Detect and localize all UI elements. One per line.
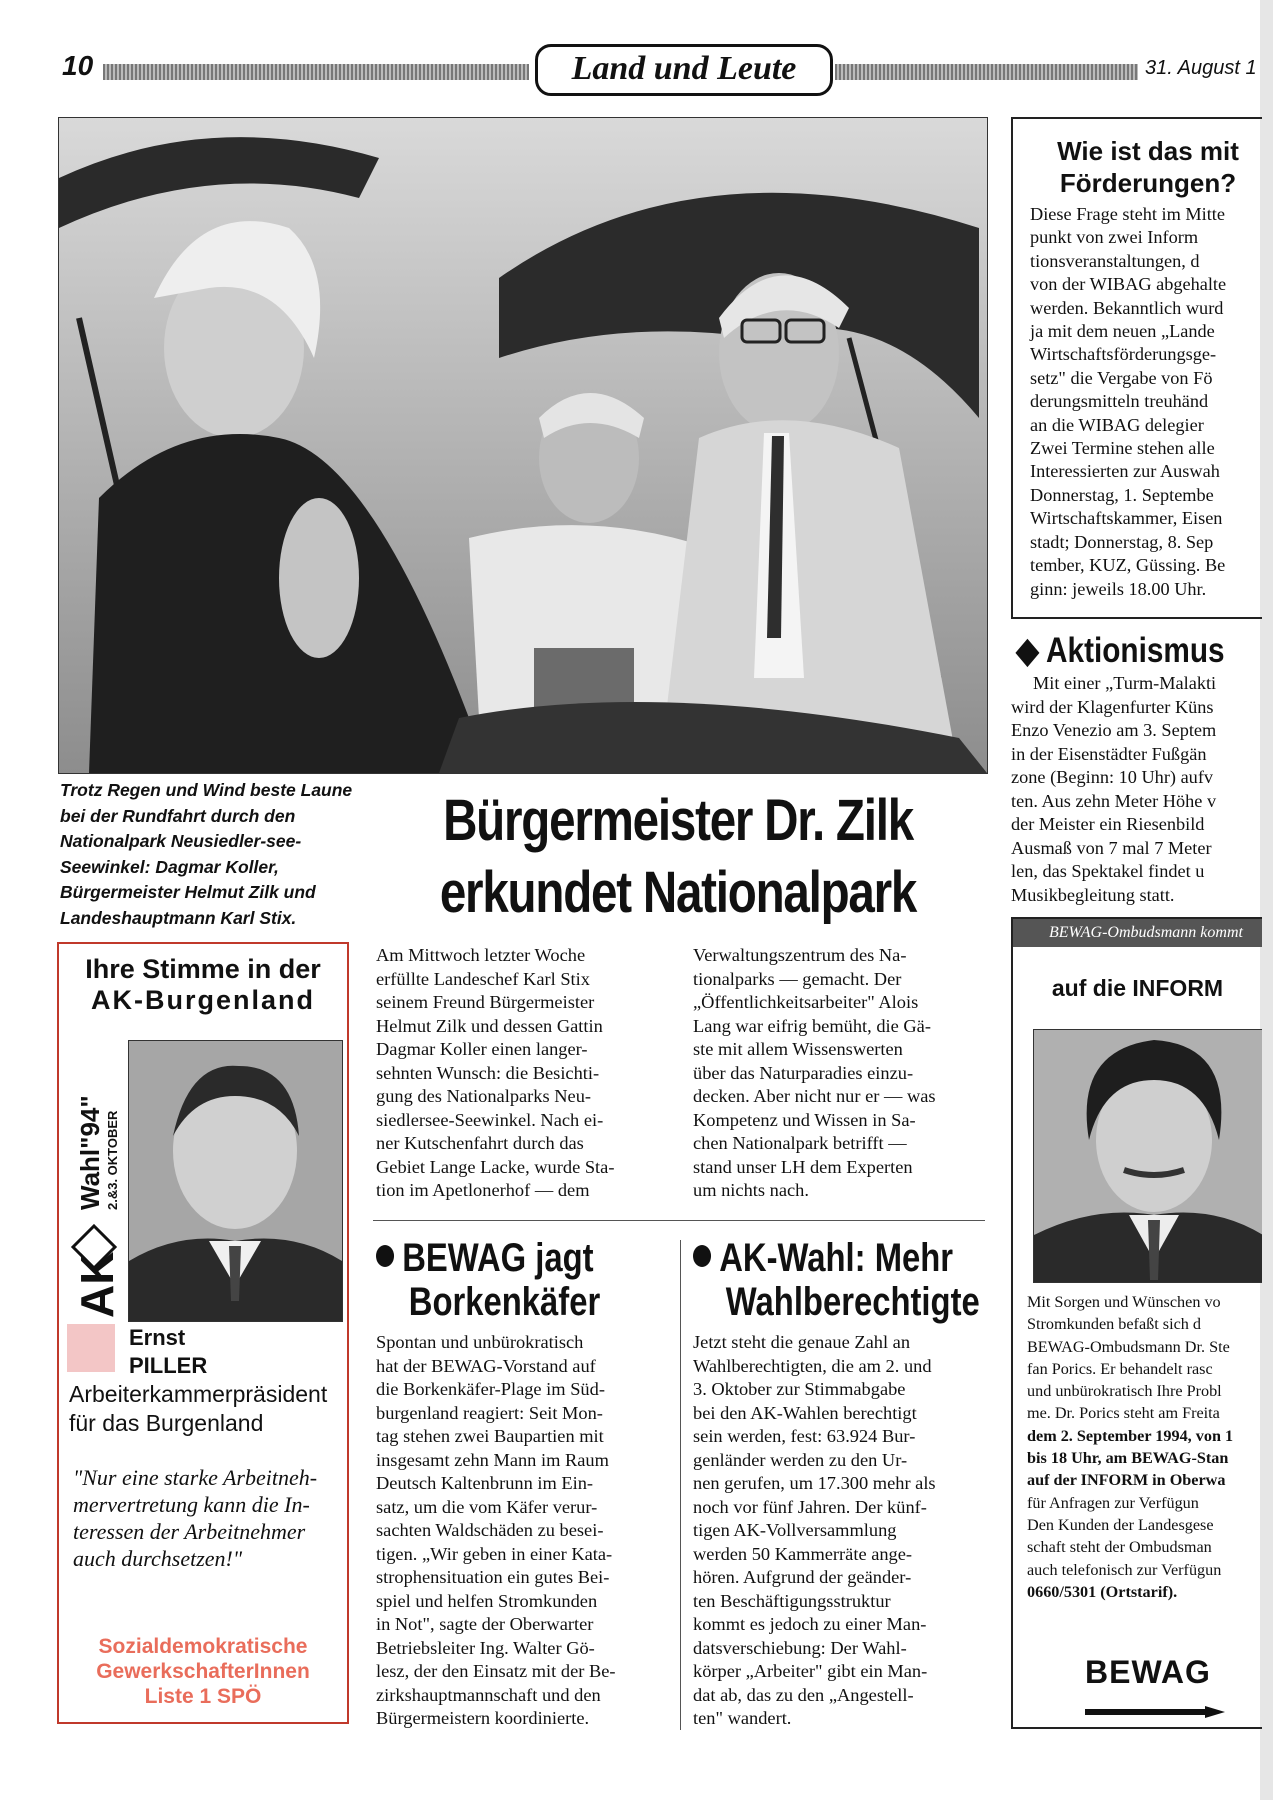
foerderungen-body — [1030, 203, 1262, 601]
candidate-role — [69, 1380, 339, 1438]
text-line: gung des Nationalparks Neu- — [376, 1086, 592, 1106]
text-line: Enzo Venezio am 3. Septem — [1011, 720, 1217, 740]
text-line: insgesamt zehn Mann im Raum — [376, 1449, 609, 1470]
candidate-quote: "Nur eine starke Arbeitneh-mervertretung kann die In-teressen der Arbeitnehmer auch durchsetzen!" — [73, 1465, 318, 1571]
text-line: tigen. „Wir geben in einer Kata- — [376, 1543, 613, 1564]
text-line: strophensituation ein gutes Bei- — [376, 1567, 610, 1587]
text-line: decken. Aber nicht nur er — was — [693, 1086, 936, 1106]
text-line: in Not", sagte der Oberwarter — [376, 1614, 594, 1634]
text-line: tion im Apetlonerhof — dem — [376, 1180, 590, 1200]
text-line: BEWAG-Ombudsmann Dr. Ste — [1027, 1337, 1230, 1356]
text-line: derungsmitteln treuhänd — [1030, 391, 1209, 412]
text-line: 0660/5301 (Ortstarif). — [1027, 1582, 1178, 1601]
title-line: Förderungen? — [1059, 168, 1237, 198]
text-line: werden 50 Kammerräte ange- — [693, 1543, 913, 1564]
text-line: schaft steht der Ombudsman — [1027, 1538, 1212, 1557]
ombudsmann-photo — [1033, 1029, 1262, 1283]
main-headline-line-1: Bürgermeister Dr. Zilk — [443, 788, 913, 853]
text-line: stand unser LH dem Experten — [693, 1156, 913, 1177]
text-line: chen Nationalpark betrifft — — [693, 1133, 907, 1153]
text-line: len, das Spektakel findet u — [1011, 861, 1205, 881]
column-divider — [680, 1240, 681, 1730]
bullet-icon — [693, 1245, 711, 1267]
text-line: Dagmar Koller einen langer- — [376, 1039, 588, 1059]
text-line: Jetzt steht die genaue Zahl an — [693, 1332, 911, 1352]
role-line: für das Burgenland — [69, 1410, 264, 1436]
text-line: fan Porics. Er behandelt rasc — [1027, 1359, 1213, 1378]
bewag-logo-text: BEWAG — [1085, 1654, 1211, 1690]
text-line: Donnerstag, 1. Septembe — [1030, 484, 1214, 505]
aktionismus-title: Aktionismus — [1046, 631, 1225, 670]
aktionismus-body — [1011, 672, 1260, 907]
ombudsmann-box — [1011, 917, 1262, 1729]
text-line: Mit Sorgen und Wünschen vo — [1027, 1293, 1221, 1311]
text-line: an die WIBAG delegier — [1030, 414, 1204, 435]
party-list-line: Liste 1 SPÖ — [144, 1685, 262, 1708]
party-list — [59, 1634, 347, 1709]
text-line: punkt von zwei Inform — [1030, 227, 1199, 248]
text-line: zone (Beginn: 10 Uhr) aufv — [1011, 767, 1214, 787]
text-line: datsverschiebung: Der Wahl- — [693, 1637, 907, 1658]
portrait-image — [1034, 1030, 1262, 1282]
text-line: Den Kunden der Landesgese — [1027, 1515, 1214, 1534]
ak-election-ad — [57, 942, 349, 1724]
text-line: in der Eisenstädter Fußgän — [1011, 743, 1207, 764]
text-line: ner Kutschenfahrt durch das — [376, 1133, 584, 1153]
ak-ad-title-line-1: Ihre Stimme in der — [85, 954, 321, 984]
header-rule-left — [103, 64, 529, 80]
text-line: Ausmaß von 7 mal 7 Meter — [1011, 837, 1212, 858]
party-list-line: GewerkschafterInnen — [96, 1660, 310, 1683]
foerderungen-box — [1011, 117, 1262, 619]
role-line: Arbeiterkammerpräsident — [69, 1381, 328, 1407]
text-line: erfüllte Landeschef Karl Stix — [376, 968, 590, 989]
ak-portrait-photo — [128, 1040, 343, 1322]
text-line: ginn: jeweils 18.00 Uhr. — [1030, 578, 1207, 599]
portrait-image — [129, 1041, 342, 1321]
ak-ad-title-line-2: AK-Burgenland — [91, 985, 315, 1015]
candidate-first-name: Ernst — [129, 1325, 186, 1350]
text-line: ten. Aus zehn Meter Höhe v — [1011, 790, 1217, 811]
bewag-logo-underline — [1085, 1706, 1225, 1720]
text-line: um nichts nach. — [693, 1180, 809, 1200]
ombudsmann-body — [1027, 1291, 1262, 1603]
text-line: auf der INFORM in Oberwa — [1027, 1471, 1226, 1490]
text-line: bis 18 Uhr, am BEWAG-Stan — [1027, 1449, 1229, 1468]
text-line: auch telefonisch zur Verfügun — [1027, 1560, 1222, 1579]
ak-logo — [65, 1040, 123, 1320]
text-line: tionalparks — gemacht. Der — [693, 968, 902, 989]
text-line: sehnten Wunsch: die Besichti- — [376, 1062, 600, 1083]
text-line: tionsveranstaltungen, d — [1030, 250, 1200, 271]
text-line: hören. Aufgrund der geänder- — [693, 1567, 912, 1587]
akwahl-article-body — [693, 1331, 985, 1731]
text-line: von der WIBAG abgehalte — [1030, 274, 1227, 295]
text-line: Diese Frage steht im Mitte — [1030, 204, 1225, 224]
aktionismus-headline — [1016, 630, 1225, 672]
text-line: stadt; Donnerstag, 8. Sep — [1030, 531, 1214, 552]
headline-line: Wahlberechtigte — [725, 1280, 980, 1324]
text-line: Helmut Zilk und dessen Gattin — [376, 1015, 603, 1036]
text-line: Bürgermeistern koordinierte. — [376, 1708, 590, 1728]
akwahl-article-headline — [693, 1236, 980, 1324]
party-list-line: Sozialdemokratische — [98, 1635, 308, 1658]
text-line: dat ab, das zu den „Angestell- — [693, 1684, 914, 1705]
bewag-logo — [1085, 1654, 1225, 1728]
lead-photo-image — [59, 118, 987, 773]
title-line: Wie ist das mit — [1057, 136, 1239, 166]
text-line: ten" wandert. — [693, 1708, 792, 1728]
text-line: und unbürokratisch Ihre Probl — [1027, 1382, 1222, 1401]
text-line: „Öffentlichkeitsarbeiter" Alois — [693, 992, 919, 1012]
text-line: ja mit dem neuen „Lande — [1030, 321, 1215, 342]
headline-line: Borkenkäfer — [408, 1280, 601, 1324]
text-line: satz, um die vom Käfer verur- — [376, 1496, 598, 1517]
foerderungen-title — [1023, 135, 1262, 199]
text-line: genländer werden zu den Ur- — [693, 1449, 908, 1470]
wahl-date: 2.&3. OKTOBER — [105, 1110, 120, 1210]
text-line: tag stehen zwei Baupartien mit — [376, 1426, 604, 1446]
bullet-icon — [376, 1245, 394, 1267]
main-headline-line-2: erkundet Nationalpark — [439, 860, 917, 925]
text-line: Musikbegleitung statt. — [1011, 884, 1175, 905]
headline-line: BEWAG jagt — [402, 1236, 594, 1280]
text-line: der Meister ein Riesenbild — [1011, 814, 1205, 834]
article-divider — [373, 1220, 985, 1221]
text-line: noch vor fünf Jahren. Der künf- — [693, 1496, 927, 1517]
text-line: werden. Bekanntlich wurd — [1030, 297, 1224, 318]
text-line: Mit einer „Turm-Malakti — [1033, 673, 1217, 693]
text-line: bei den AK-Wahlen berechtigt — [693, 1402, 917, 1423]
wahl-text: Wahl"94" — [75, 1095, 105, 1210]
text-line: dem 2. September 1994, von 1 — [1027, 1426, 1234, 1445]
text-line: über das Naturparadies einzu- — [693, 1062, 914, 1083]
text-line: sein werden, fest: 63.924 Bur- — [693, 1426, 916, 1446]
ak-color-block — [67, 1324, 115, 1372]
text-line: 3. Oktober zur Stimmabgabe — [693, 1379, 906, 1399]
text-line: die Borkenkäfer-Plage im Süd- — [376, 1379, 605, 1399]
ombudsmann-strip: BEWAG-Ombudsmann kommt — [1013, 919, 1262, 947]
text-line: sachten Waldschäden zu besei- — [376, 1520, 604, 1540]
text-line: Wirtschaftskammer, Eisen — [1030, 508, 1223, 529]
section-masthead: Land und Leute — [535, 44, 833, 96]
ak-ad-title — [59, 954, 347, 1016]
bewag-article-body — [376, 1331, 668, 1731]
text-line: spiel und helfen Stromkunden — [376, 1590, 598, 1611]
candidate-name — [129, 1324, 207, 1380]
text-line: Betriebsleiter Ing. Walter Gö- — [376, 1637, 595, 1658]
text-line: tember, KUZ, Güssing. Be — [1030, 555, 1226, 576]
text-line: Verwaltungszentrum des Na- — [693, 945, 907, 965]
text-line: tigen AK-Vollversammlung — [693, 1520, 897, 1540]
text-line: körper „Arbeiter" gibt ein Man- — [693, 1661, 928, 1681]
header-rule-right — [835, 64, 1138, 80]
main-article-col-1 — [376, 944, 668, 1203]
photo-caption: Trotz Regen und Wind beste Laune bei der Rundfahrt durch den Nationalpark Neusiedler-see- Seewinkel: Dagmar Koller, Bürgermeister Helmut Zilk und Landeshauptmann Karl Stix. — [60, 780, 353, 928]
main-headline — [428, 785, 928, 929]
text-line: ten Beschäftigungsstruktur — [693, 1590, 891, 1611]
headline-line: AK-Wahl: Mehr — [719, 1236, 954, 1280]
lead-photo — [58, 117, 988, 774]
text-line: setz" die Vergabe von Fö — [1030, 367, 1213, 388]
text-line: me. Dr. Porics steht am Freita — [1027, 1404, 1220, 1423]
text-line: Stromkunden befaßt sich d — [1027, 1315, 1201, 1334]
text-line: nen gerufen, um 17.300 mehr als — [693, 1473, 936, 1493]
text-line: Deutsch Kaltenbrunn im Ein- — [376, 1473, 594, 1493]
text-line: Am Mittwoch letzter Woche — [376, 945, 586, 965]
text-line: zirkshauptmannschaft und den — [376, 1684, 601, 1705]
text-line: Zwei Termine stehen alle — [1030, 438, 1215, 459]
main-article-col-2 — [693, 944, 985, 1203]
diamond-icon: ◆ — [1016, 631, 1047, 670]
text-line: burgenland reagiert: Seit Mon- — [376, 1402, 603, 1423]
text-line: wird der Klagenfurter Küns — [1011, 696, 1214, 717]
text-line: Wirtschaftsförderungsge- — [1030, 344, 1217, 365]
text-line: Spontan und unbürokratisch — [376, 1332, 584, 1352]
text-line: hat der BEWAG-Vorstand auf — [376, 1355, 596, 1376]
text-line: Lang war eifrig bemüht, die Gä- — [693, 1015, 931, 1036]
text-line: ste mit allem Wissenswerten — [693, 1039, 903, 1059]
ak-logo-icon — [65, 1040, 123, 1320]
ombudsmann-subtitle: auf die INFORM — [1051, 975, 1224, 1001]
text-line: lesz, der den Einsatz mit der Be- — [376, 1661, 616, 1681]
text-line: Kompetenz und Wissen in Sa- — [693, 1109, 916, 1130]
issue-date: 31. August 1 — [1145, 57, 1257, 79]
text-line: Interessierten zur Auswah — [1030, 461, 1220, 482]
text-line: für Anfragen zur Verfügun — [1027, 1493, 1199, 1512]
page-number: 10 — [62, 50, 94, 81]
text-line: kommt es jedoch zu einer Man- — [693, 1614, 927, 1634]
text-line: Wahlberechtigten, die am 2. und — [693, 1355, 932, 1376]
text-line: siedlersee-Seewinkel. Nach ei- — [376, 1109, 604, 1130]
bewag-article-headline — [376, 1236, 600, 1324]
candidate-last-name: PILLER — [129, 1353, 208, 1378]
text-line: Gebiet Lange Lacke, wurde Sta- — [376, 1156, 615, 1177]
ak-logo-text: AK — [71, 1251, 123, 1318]
text-line: seinem Freund Bürgermeister — [376, 992, 595, 1012]
